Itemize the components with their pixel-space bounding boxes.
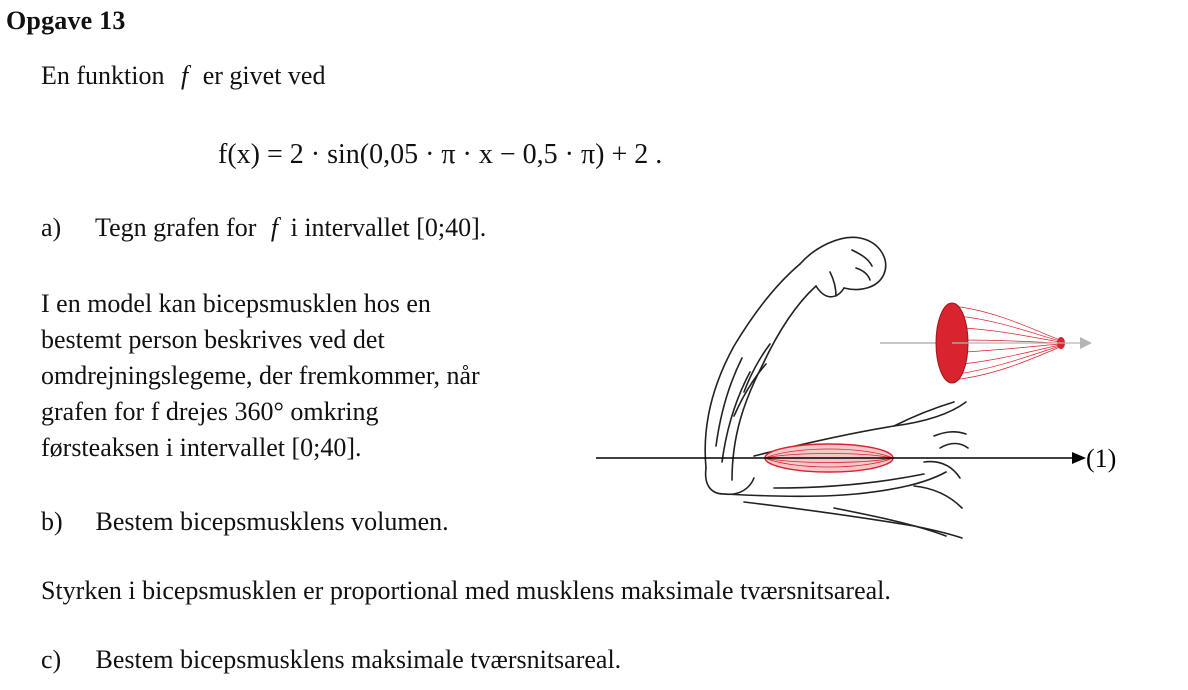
task-a-after: i intervallet [0;40]. [290, 213, 487, 242]
task-a-label: a) [41, 213, 62, 242]
task-c-label: c) [41, 645, 62, 674]
task-a-before: Tegn grafen for [95, 213, 257, 242]
strength-paragraph: Styrken i bicepsmusklen er proportional med musklens maksimale tværsnitsareal. [41, 576, 891, 605]
intro-line [41, 61, 325, 91]
function-formula: f(x) = 2 · sin(0,05 · π · x − 0,5 · π) + 2 . [218, 139, 663, 170]
task-a-symbol: f [270, 213, 279, 242]
task-c [41, 645, 621, 675]
biceps-figure [594, 226, 1134, 540]
axis-label: (1) [1086, 444, 1117, 473]
intro-before: En funktion [41, 61, 165, 90]
axis-arrowhead [1072, 452, 1086, 464]
model-paragraph: I en model kan bicepsmusklen hos en bestemt person beskrives ved det omdrejningslegeme, der fremkommer, når grafen for f drejes 360° omkring førsteaksen i intervallet [0;40]. [41, 289, 480, 462]
task-a [41, 213, 486, 243]
function-symbol: f [181, 61, 189, 90]
task-b-text: Bestem bicepsmusklens volumen. [95, 507, 449, 536]
muscle-cone [880, 303, 1092, 383]
cone-arrowhead [1080, 337, 1092, 349]
task-c-text: Bestem bicepsmusklens maksimale tværsnitsareal. [95, 645, 622, 674]
arm-outline [705, 237, 968, 538]
task-b [41, 507, 449, 537]
intro-after: er givet ved [202, 61, 326, 90]
task-b-label: b) [41, 507, 63, 536]
arm-illustration [594, 226, 1134, 540]
exercise-title: Opgave 13 [6, 6, 126, 35]
